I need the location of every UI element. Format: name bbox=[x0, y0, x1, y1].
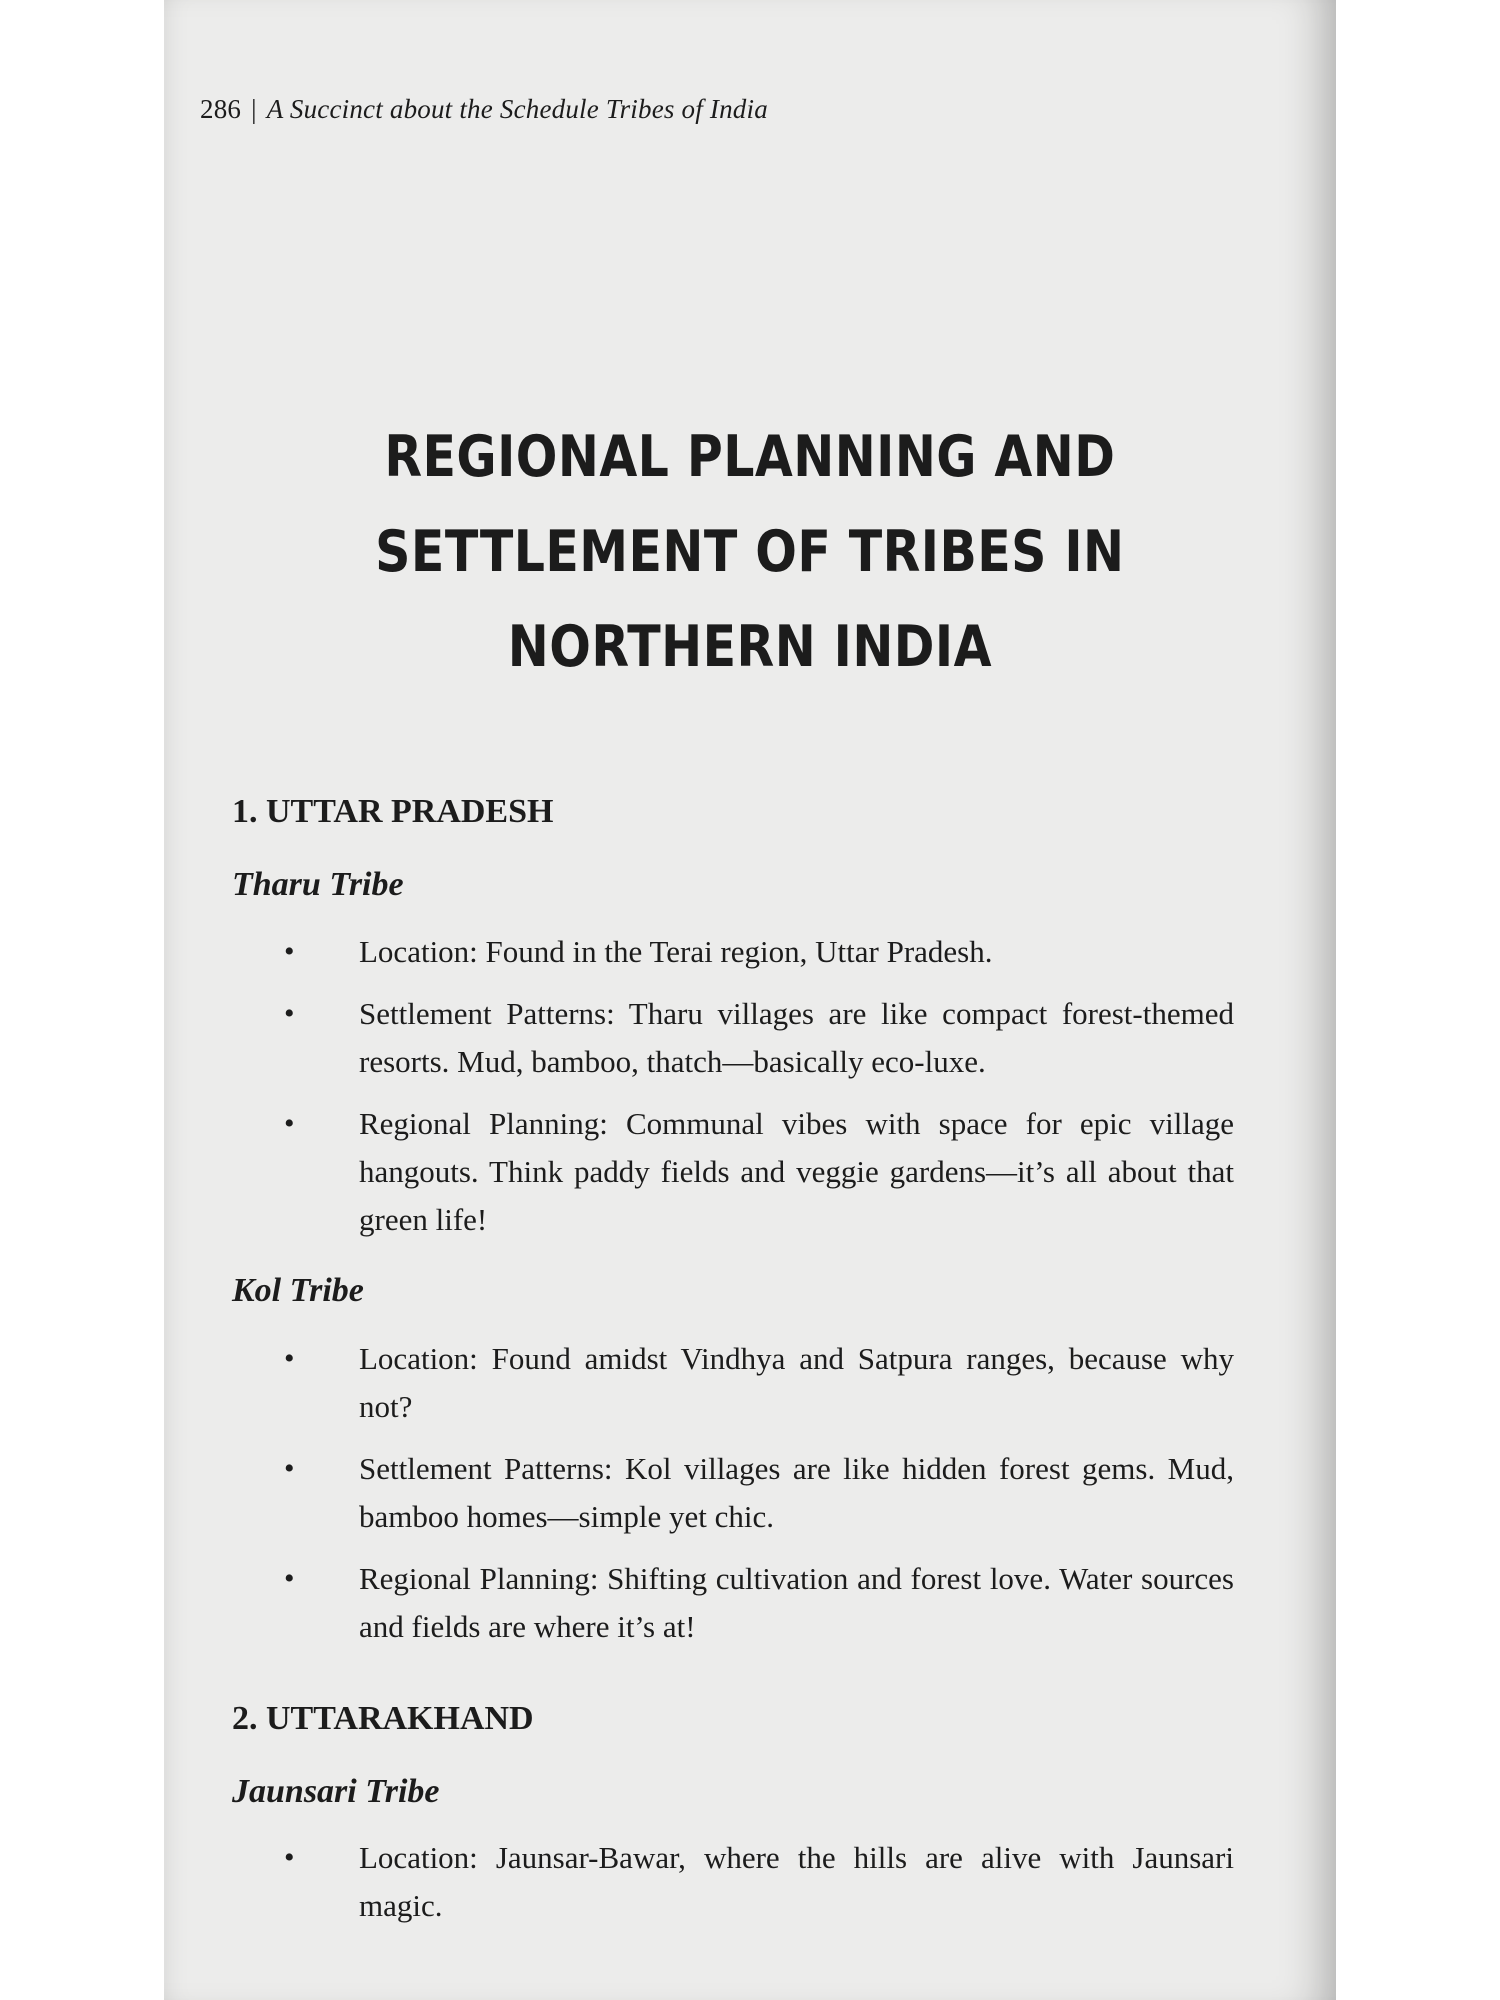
chapter-title bbox=[246, 410, 1254, 695]
section-heading-uttar-pradesh: 1. UTTAR PRADESH bbox=[232, 793, 554, 830]
book-title: A Succinct about the Schedule Tribes of India bbox=[266, 94, 768, 124]
page-number: 286 bbox=[200, 94, 242, 124]
bullet-icon: • bbox=[284, 1452, 295, 1485]
bullet-icon: • bbox=[284, 997, 295, 1030]
bullet-text: Location: Found in the Terai region, Uttar Pradesh. bbox=[359, 934, 993, 969]
bullet-text: Location: Found amidst Vindhya and Satpura ranges, because why not? bbox=[359, 1341, 1234, 1424]
running-head bbox=[200, 94, 768, 125]
running-head-separator: | bbox=[251, 94, 257, 124]
list-item bbox=[284, 1100, 1234, 1244]
section-heading-uttarakhand: 2. UTTARAKHAND bbox=[232, 1700, 534, 1737]
tharu-bullet-list bbox=[284, 928, 1234, 1258]
bullet-text: Settlement Patterns: Tharu villages are like compact forest-themed resorts. Mud, bamboo, thatch—basically eco-luxe. bbox=[359, 996, 1234, 1079]
bullet-icon: • bbox=[284, 935, 295, 968]
tribe-heading-tharu: Tharu Tribe bbox=[232, 866, 404, 903]
list-item bbox=[284, 990, 1234, 1086]
chapter-title-line-3: NORTHERN INDIA bbox=[507, 614, 992, 680]
list-item bbox=[284, 1555, 1234, 1651]
list-item bbox=[284, 928, 1234, 976]
bullet-text: Regional Planning: Communal vibes with space for epic village hangouts. Think paddy fields and veggie gardens—it’s all about that green life! bbox=[359, 1106, 1234, 1237]
book-page bbox=[164, 0, 1336, 2000]
bullet-icon: • bbox=[284, 1562, 295, 1595]
list-item bbox=[284, 1335, 1234, 1431]
bullet-text: Location: Jaunsar-Bawar, where the hills are alive with Jaunsari magic. bbox=[359, 1840, 1234, 1923]
chapter-title-line-2: SETTLEMENT OF TRIBES IN bbox=[375, 519, 1125, 585]
tribe-heading-jaunsari: Jaunsari Tribe bbox=[232, 1773, 440, 1810]
kol-bullet-list bbox=[284, 1335, 1234, 1665]
bullet-icon: • bbox=[284, 1841, 295, 1874]
list-item bbox=[284, 1834, 1234, 1930]
chapter-title-line-1: REGIONAL PLANNING AND bbox=[384, 424, 1116, 490]
bullet-text: Settlement Patterns: Kol villages are like hidden forest gems. Mud, bamboo homes—simple yet chic. bbox=[359, 1451, 1234, 1534]
list-item bbox=[284, 1445, 1234, 1541]
bullet-text: Regional Planning: Shifting cultivation and forest love. Water sources and fields are where it’s at! bbox=[359, 1561, 1234, 1644]
tribe-heading-kol: Kol Tribe bbox=[232, 1272, 364, 1309]
jaunsari-bullet-list bbox=[284, 1834, 1234, 1944]
bullet-icon: • bbox=[284, 1107, 295, 1140]
bullet-icon: • bbox=[284, 1342, 295, 1375]
